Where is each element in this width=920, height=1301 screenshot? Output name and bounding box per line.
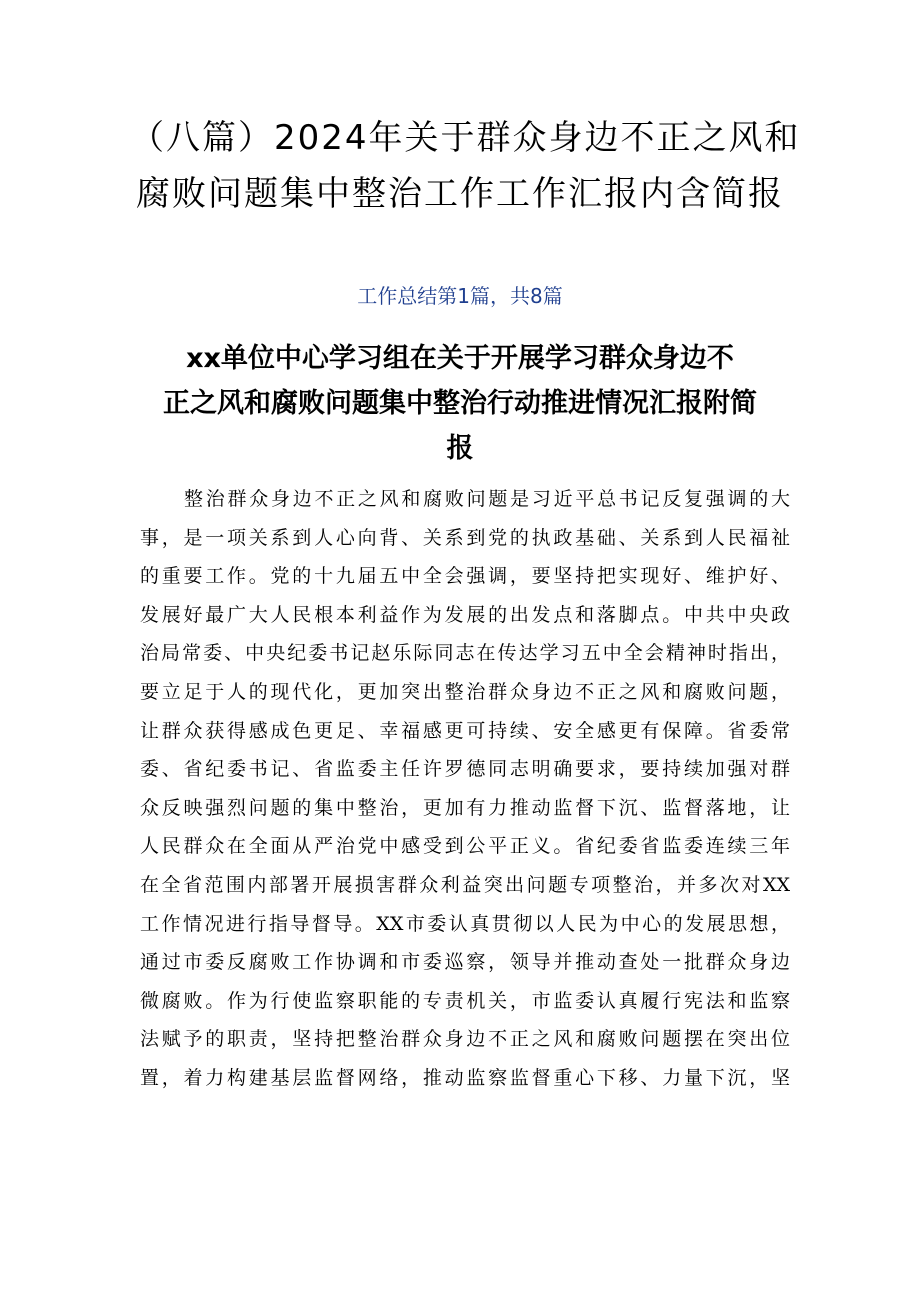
section-label: 工作总结第1篇，共8篇 <box>357 284 563 308</box>
body-line: 发展好最广大人民根本利益作为发展的出发点和落脚点。中共中央政 <box>140 603 790 626</box>
body-line: 治局常委、中央纪委书记赵乐际同志在传达学习五中全会精神时指出， <box>140 642 790 665</box>
body-line: 法赋予的职责，坚持把整治群众身边不正之风和腐败问题摆在突出位 <box>140 1028 790 1051</box>
body-line: 在全省范围内部署开展损害群众利益突出问题专项整治，并多次对XX <box>140 873 790 896</box>
report-title-line: 报 <box>446 433 474 464</box>
document-title-line: （八篇）2024年关于群众身边不正之风和 <box>130 118 801 158</box>
body-line: 人民群众在全面从严治党中感受到公平正义。省纪委省监委连续三年 <box>140 835 790 858</box>
body-line: 事，是一项关系到人心向背、关系到党的执政基础、关系到人民福祉 <box>140 526 790 549</box>
body-paragraph <box>140 480 790 1098</box>
report-title-line: xx单位中心学习组在关于开展学习群众身边不 <box>186 343 734 374</box>
body-line: 工作情况进行指导督导。XX市委认真贯彻以人民为中心的发展思想， <box>140 912 790 935</box>
body-line: 通过市委反腐败工作协调和市委巡察，领导并推动查处一批群众身边 <box>140 951 790 974</box>
body-line: 众反映强烈问题的集中整治，更加有力推动监督下沉、监督落地，让 <box>140 796 790 819</box>
body-line: 让群众获得感成色更足、幸福感更可持续、安全感更有保障。省委常 <box>140 719 790 742</box>
report-title <box>160 336 760 471</box>
document-title-line: 腐败问题集中整治工作工作汇报内含简报 <box>136 174 784 214</box>
body-line: 的重要工作。党的十九届五中全会强调，要坚持把实现好、维护好、 <box>140 565 790 588</box>
document-title <box>130 110 801 222</box>
body-line: 微腐败。作为行使监察职能的专责机关，市监委认真履行宪法和监察 <box>140 989 790 1012</box>
body-line: 整治群众身边不正之风和腐败问题是习近平总书记反复强调的大 <box>184 488 790 510</box>
body-line: 置，着力构建基层监督网络，推动监察监督重心下移、力量下沉，坚 <box>140 1066 790 1089</box>
body-line: 要立足于人的现代化，更加突出整治群众身边不正之风和腐败问题， <box>140 680 790 703</box>
report-title-line: 正之风和腐败问题集中整治行动推进情况汇报附简 <box>163 388 757 419</box>
body-line: 委、省纪委书记、省监委主任许罗德同志明确要求，要持续加强对群 <box>140 758 790 781</box>
